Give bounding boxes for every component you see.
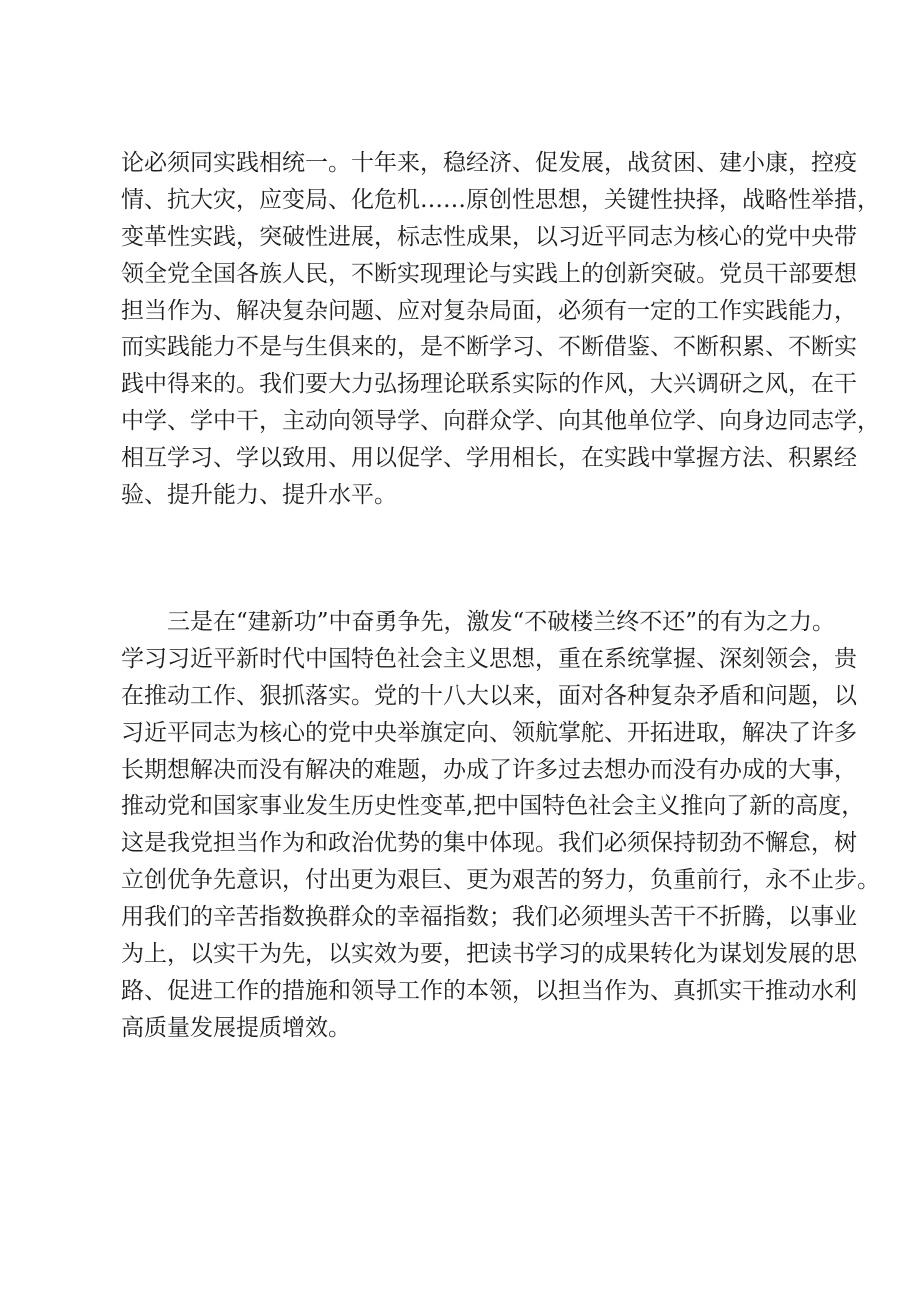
paragraph-line: 中学、学中干，主动向领导学、向群众学、向其他单位学、向身边同志学， bbox=[121, 408, 880, 435]
paragraph-line: 路、促进工作的措施和领导工作的本领，以担当作为、真抓实干推动水利 bbox=[121, 977, 857, 1004]
paragraph-line: 相互学习、学以致用、用以促学、学用相长，在实践中掌握方法、积累经 bbox=[121, 445, 857, 472]
paragraph-line: 论必须同实践相统一。十年来，稳经济、促发展，战贫困、建小康，控疫 bbox=[121, 150, 857, 176]
paragraph-line: 领全党全国各族人民，不断实现理论与实践上的创新突破。党员干部要想 bbox=[121, 260, 857, 287]
paragraph-line: 长期想解决而没有解决的难题，办成了许多过去想办而没有办成的大事， bbox=[121, 756, 857, 783]
paragraph-line: 习近平同志为核心的党中央举旗定向、领航掌舵、开拓进取，解决了许多 bbox=[121, 719, 857, 746]
paragraph-line: 情、抗大灾，应变局、化危机……原创性思想，关键性抉择，战略性举措， bbox=[121, 186, 880, 213]
paragraph-line: 为上，以实干为先，以实效为要，把读书学习的成果转化为谋划发展的思 bbox=[121, 941, 857, 968]
paragraph-line: 而实践能力不是与生俱来的，是不断学习、不断借鉴、不断积累、不断实 bbox=[121, 334, 857, 361]
paragraph-line: 践中得来的。我们要大力弘扬理论联系实际的作风，大兴调研之风，在干 bbox=[121, 371, 857, 398]
paragraph-line: 这是我党担当作为和政治优势的集中体现。我们必须保持韧劲不懈怠，树 bbox=[121, 830, 857, 857]
paragraph-line: 用我们的辛苦指数换群众的幸福指数；我们必须埋头苦干不折腾，以事业 bbox=[121, 904, 857, 931]
paragraph-line: 高质量发展提质增效。 bbox=[121, 1014, 351, 1041]
paragraph-2 bbox=[121, 604, 880, 1047]
paragraph-line: 在推动工作、狠抓落实。党的十八大以来，面对各种复杂矛盾和问题，以 bbox=[121, 682, 857, 709]
paragraph-line: 推动党和国家事业发生历史性变革,把中国特色社会主义推向了新的高度， bbox=[121, 793, 865, 820]
paragraph-line: 立创优争先意识，付出更为艰巨、更为艰苦的努力，负重前行，永不止步。 bbox=[121, 867, 880, 894]
paragraph-line: 验、提升能力、提升水平。 bbox=[121, 482, 397, 509]
paragraph-line: 担当作为、解决复杂问题、应对复杂局面，必须有一定的工作实践能力， bbox=[121, 297, 857, 324]
paragraph-line: 学习习近平新时代中国特色社会主义思想，重在系统掌握、深刻领会，贵 bbox=[121, 645, 857, 672]
paragraph-1 bbox=[121, 145, 880, 514]
paragraph-line: 变革性实践，突破性进展，标志性成果，以习近平同志为核心的党中央带 bbox=[121, 223, 857, 250]
paragraph-line: 三是在“建新功”中奋勇争先，激发“不破楼兰终不还”的有为之力。 bbox=[167, 609, 836, 635]
